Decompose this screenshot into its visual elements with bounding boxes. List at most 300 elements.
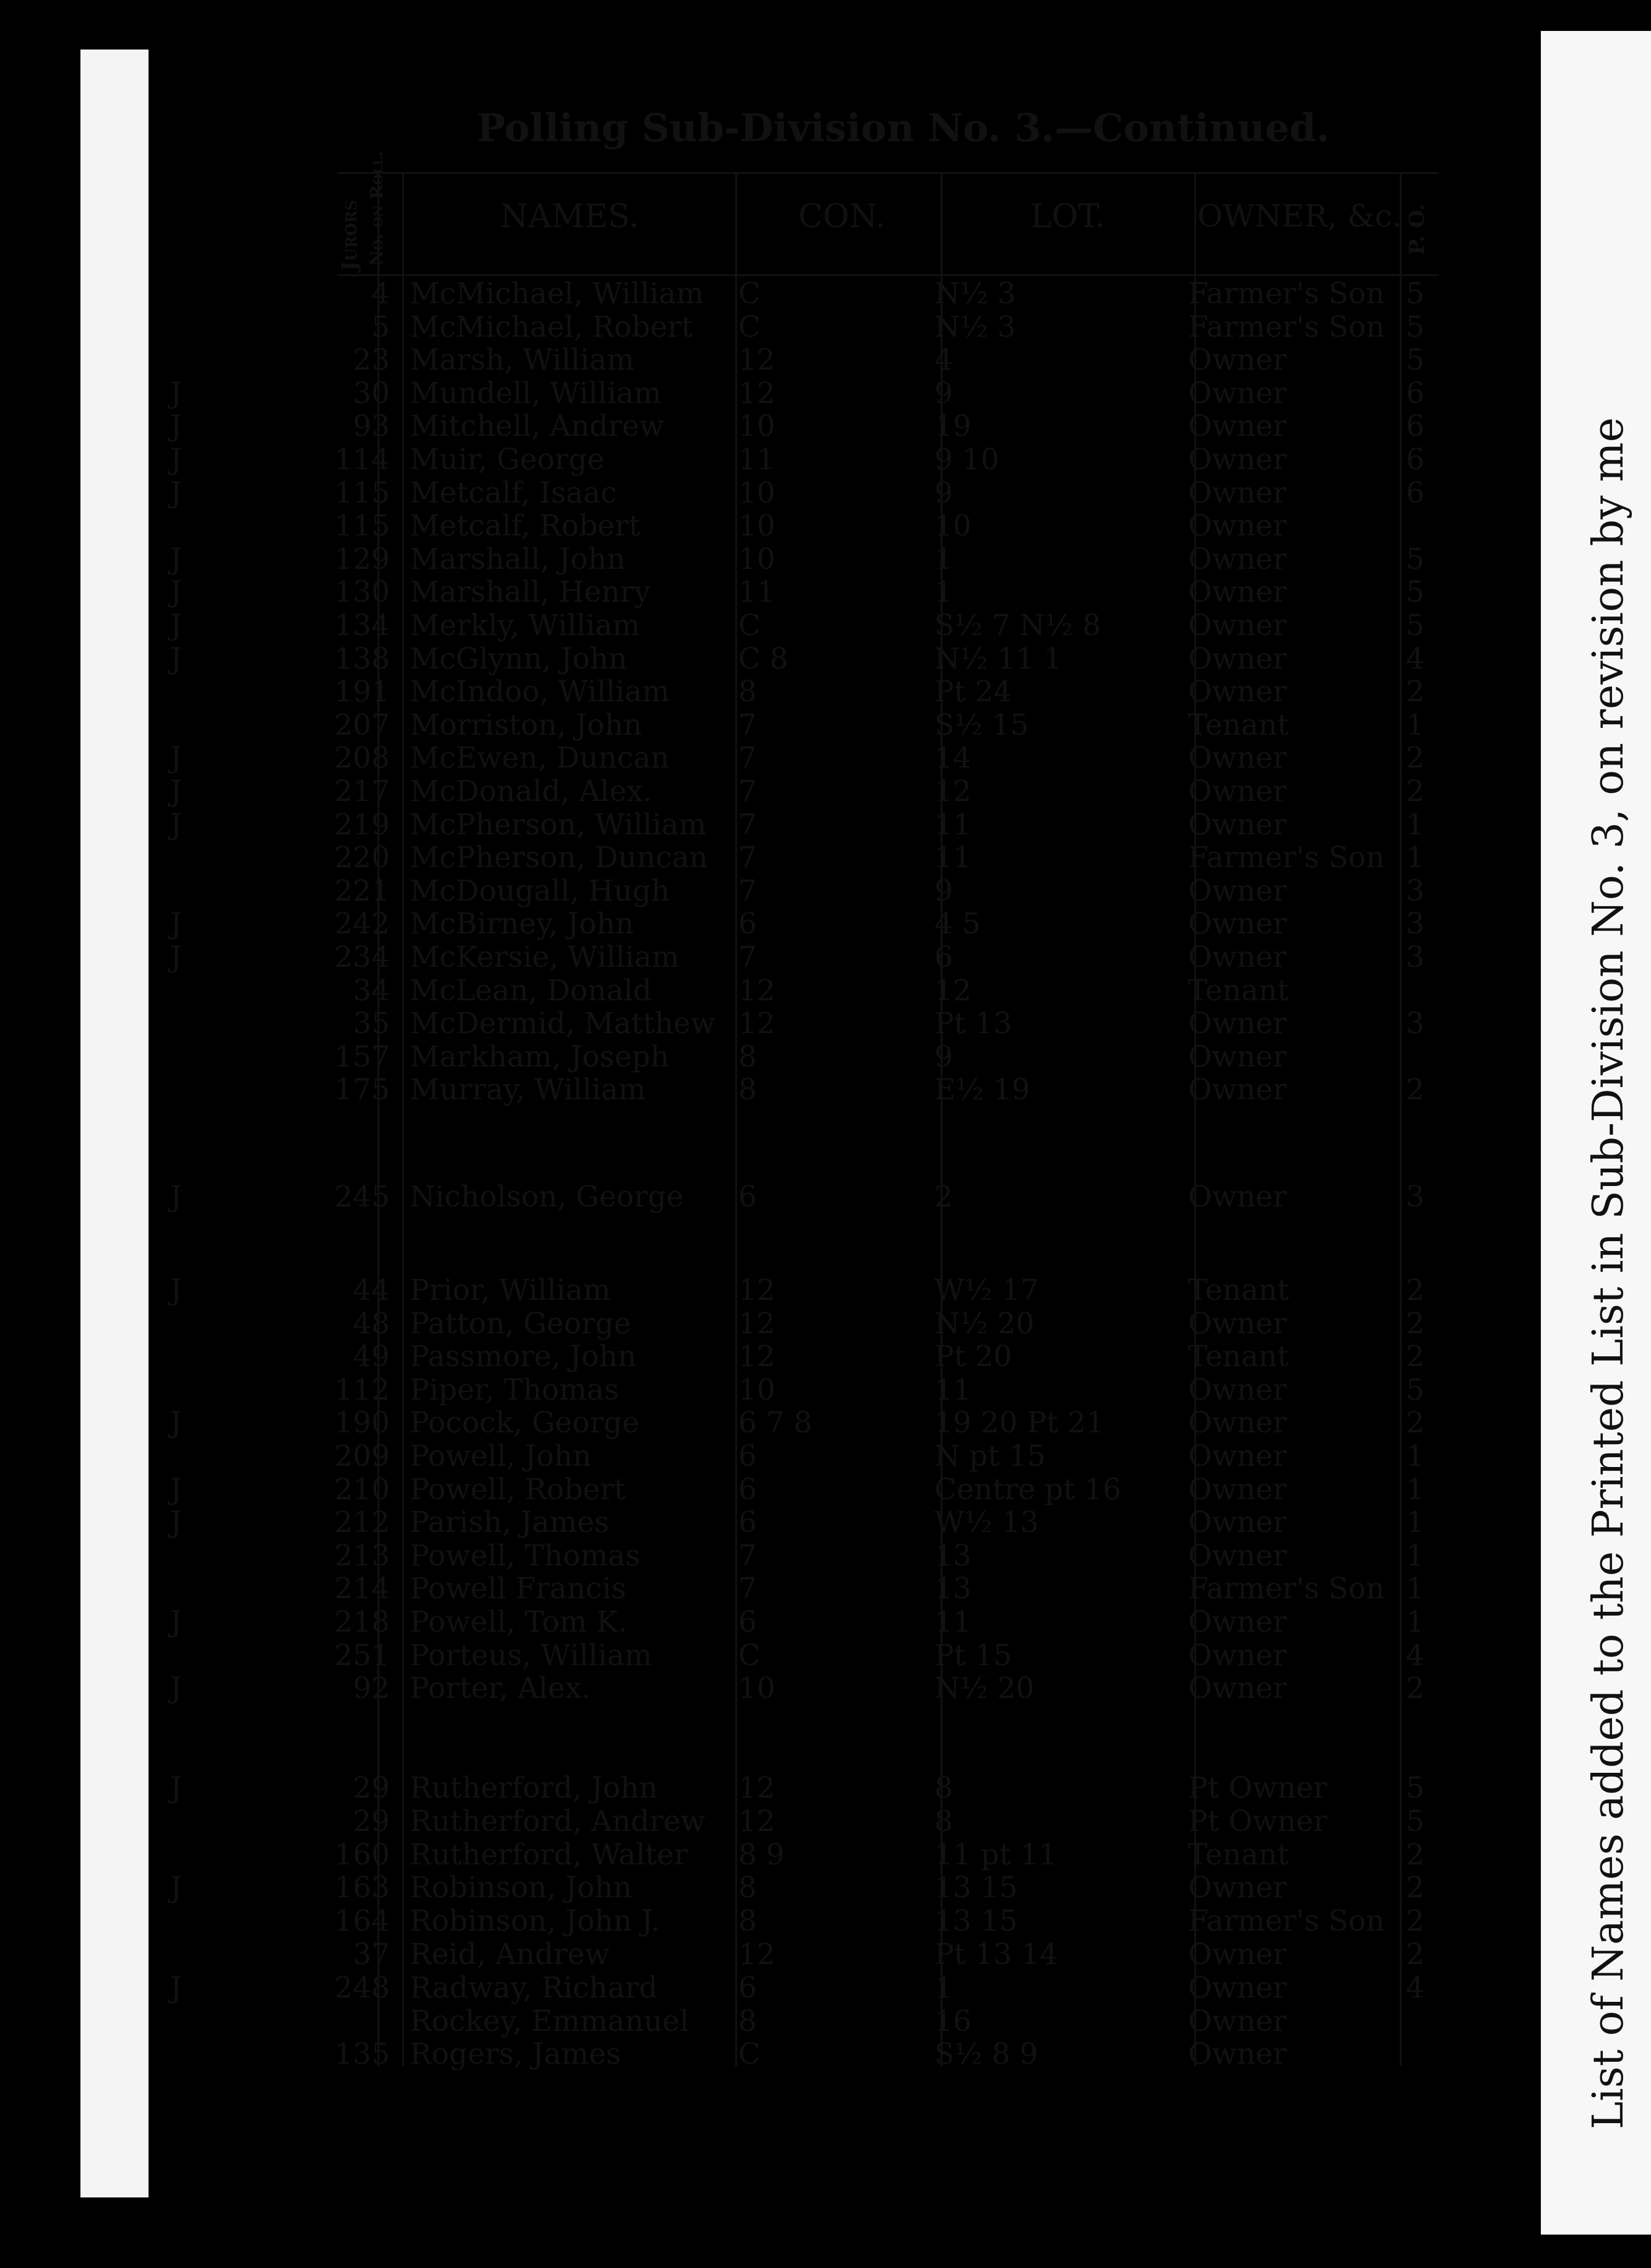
post-office: 4: [1406, 641, 1425, 676]
voter-name: Muir, George: [410, 443, 605, 477]
table-row: [0, 708, 1425, 742]
voter-name: Radway, Richard: [410, 1970, 658, 2005]
lot: N pt 15: [934, 1439, 1046, 1473]
table-row: [0, 873, 1425, 908]
table-row: [0, 1041, 1371, 1074]
concession: 12: [738, 1306, 775, 1341]
roll-number: 209: [334, 1439, 390, 1473]
roll-number: 163: [334, 1871, 390, 1905]
concession: 6: [738, 1605, 757, 1639]
post-office: 2: [1406, 774, 1425, 808]
roll-number: 138: [334, 641, 390, 676]
voter-name: McKersie, William: [410, 940, 679, 974]
post-office: 2: [1406, 1671, 1425, 1706]
post-office: 5: [1406, 343, 1425, 378]
owner-status: Owner: [1188, 1039, 1287, 1074]
juror-mark: J: [170, 1771, 182, 1805]
roll-number: 5: [371, 309, 390, 344]
table-row: [0, 1937, 1425, 1972]
lot: 8: [934, 1804, 953, 1838]
voter-name: Nicholson, George: [410, 1180, 684, 1214]
voter-name: Rutherford, Andrew: [410, 1804, 706, 1838]
voter-name: Reid, Andrew: [410, 1937, 610, 1972]
roll-number: 217: [334, 774, 390, 808]
roll-number: 93: [353, 409, 390, 444]
lot: 1: [934, 1970, 953, 2005]
owner-status: Owner: [1188, 907, 1287, 941]
concession: 7: [738, 1538, 757, 1573]
lot: Pt 13: [934, 1006, 1012, 1041]
lot: N½ 20: [934, 1671, 1035, 1706]
header-names: NAMES.: [500, 198, 639, 235]
table-row: [0, 1904, 1425, 1939]
voter-name: Murray, William: [410, 1073, 646, 1107]
owner-status: Owner: [1188, 1406, 1287, 1440]
table-row: [0, 343, 1425, 378]
voter-name: Marsh, William: [410, 343, 635, 378]
owner-status: Tenant: [1188, 1837, 1289, 1872]
concession: 6: [738, 1970, 757, 2005]
concession: 12: [738, 1340, 775, 1374]
concession: 10: [738, 542, 775, 576]
roll-number: 207: [334, 708, 390, 742]
roll-number: 112: [334, 1372, 390, 1407]
lot: 13: [934, 1572, 972, 1606]
table-row: [0, 509, 1371, 543]
post-office: 1: [1406, 708, 1425, 742]
lot: 9 10: [934, 443, 999, 477]
voter-name: Prior, William: [410, 1273, 611, 1307]
concession: 8: [738, 675, 757, 709]
post-office: 2: [1406, 675, 1425, 709]
roll-number: 210: [334, 1472, 390, 1507]
table-row: [0, 1871, 1425, 1905]
lot: 12: [934, 973, 972, 1008]
voter-name: Powell Francis: [410, 1572, 626, 1606]
roll-number: 30: [353, 376, 390, 410]
concession: 7: [738, 841, 757, 875]
concession: 6: [738, 1505, 757, 1540]
roll-number: 35: [353, 1006, 390, 1041]
juror-mark: J: [170, 1970, 182, 2005]
post-office: 2: [1406, 1904, 1425, 1939]
post-office: 1: [1406, 841, 1425, 875]
roll-number: 213: [334, 1538, 390, 1573]
concession: 7: [738, 873, 757, 908]
voter-name: Powell, Thomas: [410, 1538, 640, 1573]
table-row: [0, 1804, 1425, 1838]
post-office: 5: [1406, 542, 1425, 576]
lot: E½ 19: [934, 1073, 1030, 1107]
lot: 9: [934, 376, 953, 410]
roll-number: 164: [334, 1904, 390, 1939]
roll-number: 248: [334, 1970, 390, 2005]
post-office: 5: [1406, 1771, 1425, 1805]
juror-mark: J: [170, 1180, 182, 1214]
concession: C: [738, 309, 761, 344]
lot: S½ 8 9: [934, 2037, 1038, 2072]
post-office: 2: [1406, 741, 1425, 776]
roll-number: 44: [353, 1273, 390, 1307]
concession: 8: [738, 1871, 757, 1905]
table-row: [0, 1406, 1425, 1440]
table-row: [0, 608, 1425, 643]
roll-number: 157: [334, 1039, 390, 1074]
table-row: [0, 940, 1425, 974]
roll-number: 219: [334, 807, 390, 842]
post-office: 2: [1406, 1073, 1425, 1107]
juror-mark: J: [170, 443, 182, 477]
concession: C: [738, 608, 761, 643]
header-bottom-line: [337, 274, 1439, 276]
voter-name: Robinson, John J.: [410, 1904, 660, 1939]
juror-mark: J: [170, 1505, 182, 1540]
owner-status: Owner: [1188, 1671, 1287, 1706]
voter-name: McDermid, Matthew: [410, 1006, 716, 1041]
roll-number: 220: [334, 841, 390, 875]
owner-status: Farmer's Son: [1188, 1904, 1385, 1939]
roll-number: 221: [334, 873, 390, 908]
header-top-line: [337, 172, 1439, 174]
post-office: 3: [1406, 907, 1425, 941]
lot: W½ 17: [934, 1273, 1039, 1307]
lot: 2: [934, 1180, 953, 1214]
voter-name: Markham, Joseph: [410, 1039, 670, 1074]
juror-mark: J: [170, 575, 182, 610]
owner-status: Owner: [1188, 1372, 1287, 1407]
owner-status: Owner: [1188, 443, 1287, 477]
owner-status: Owner: [1188, 774, 1287, 808]
lot: 4 5: [934, 907, 981, 941]
roll-number: 135: [334, 2037, 390, 2072]
lot: 16: [934, 2004, 972, 2038]
post-office: 3: [1406, 940, 1425, 974]
owner-status: Owner: [1188, 675, 1287, 709]
lot: 11: [934, 1605, 972, 1639]
owner-status: Owner: [1188, 1638, 1287, 1673]
owner-status: Tenant: [1188, 1273, 1289, 1307]
concession: 12: [738, 973, 775, 1008]
lot: 11 pt 11: [934, 1837, 1058, 1872]
concession: 6 7 8: [738, 1406, 813, 1440]
post-office: 5: [1406, 1372, 1425, 1407]
concession: 8: [738, 1904, 757, 1939]
juror-mark: J: [170, 907, 182, 941]
voter-name: Powell, John: [410, 1439, 592, 1473]
owner-status: Owner: [1188, 873, 1287, 908]
concession: 8: [738, 1039, 757, 1074]
lot: 13 15: [934, 1904, 1018, 1939]
lot: 8: [934, 1771, 953, 1805]
header-jurors: Jurors: [337, 199, 362, 271]
lot: 11: [934, 807, 972, 842]
voter-name: McPherson, William: [410, 807, 707, 842]
voter-name: Patton, George: [410, 1306, 631, 1341]
concession: 11: [738, 575, 775, 610]
concession: 7: [738, 940, 757, 974]
roll-number: 37: [353, 1937, 390, 1972]
post-office: 2: [1406, 1871, 1425, 1905]
roll-number: 115: [334, 475, 390, 510]
divider-owner: [1400, 172, 1402, 2066]
voter-name: Mundell, William: [410, 376, 662, 410]
lot: 14: [934, 741, 972, 776]
voter-name: McLean, Donald: [410, 973, 652, 1008]
table-row: [0, 1505, 1425, 1540]
voter-name: McDonald, Alex.: [410, 774, 652, 808]
roll-number: 34: [353, 973, 390, 1008]
concession: 11: [738, 443, 775, 477]
juror-mark: J: [170, 940, 182, 974]
roll-number: 175: [334, 1073, 390, 1107]
lot: 1: [934, 542, 953, 576]
lot: 1: [934, 575, 953, 610]
concession: 12: [738, 1804, 775, 1838]
table-row: [0, 409, 1425, 444]
side-note: List of Names added to the Printed List in Sub-Division No. 3, on revision by me: [1584, 417, 1633, 2129]
owner-status: Owner: [1188, 1871, 1287, 1905]
post-office: 1: [1406, 1439, 1425, 1473]
concession: 12: [738, 376, 775, 410]
page-title: Polling Sub-Division No. 3.—Continued.: [476, 105, 1330, 150]
roll-number: 114: [334, 443, 390, 477]
juror-mark: J: [170, 475, 182, 510]
post-office: 2: [1406, 1406, 1425, 1440]
table-row: [0, 475, 1425, 510]
roll-number: 130: [334, 575, 390, 610]
post-office: 5: [1406, 277, 1425, 311]
concession: 12: [738, 343, 775, 378]
owner-status: Owner: [1188, 542, 1287, 576]
lot: 19: [934, 409, 972, 444]
owner-status: Pt Owner: [1188, 1804, 1327, 1838]
voter-name: Powell, Tom K.: [410, 1605, 627, 1639]
owner-status: Owner: [1188, 575, 1287, 610]
owner-status: Owner: [1188, 343, 1287, 378]
concession: 12: [738, 1771, 775, 1805]
lot: 19 20 Pt 21: [934, 1406, 1105, 1440]
owner-status: Owner: [1188, 1937, 1287, 1972]
lot: Pt 15: [934, 1638, 1012, 1673]
table-row: [0, 675, 1425, 709]
owner-status: Owner: [1188, 741, 1287, 776]
lot: W½ 13: [934, 1505, 1039, 1540]
roll-number: 29: [353, 1771, 390, 1805]
roll-number: 48: [353, 1306, 390, 1341]
roll-number: 29: [353, 1804, 390, 1838]
post-office: 4: [1406, 1970, 1425, 2005]
juror-mark: J: [170, 641, 182, 676]
table-row: [0, 1638, 1425, 1673]
table-row: [0, 1372, 1425, 1407]
juror-mark: J: [170, 807, 182, 842]
post-office: 1: [1406, 1605, 1425, 1639]
roll-number: 214: [334, 1572, 390, 1606]
post-office: 2: [1406, 1340, 1425, 1374]
table-row: [0, 1180, 1425, 1214]
post-office: 6: [1406, 409, 1425, 444]
post-office: 3: [1406, 873, 1425, 908]
post-office: 6: [1406, 443, 1425, 477]
owner-status: Tenant: [1188, 973, 1289, 1008]
table-row: [0, 1605, 1425, 1639]
owner-status: Owner: [1188, 807, 1287, 842]
juror-mark: J: [170, 1605, 182, 1639]
owner-status: Pt Owner: [1188, 1771, 1327, 1805]
roll-number: 212: [334, 1505, 390, 1540]
concession: C: [738, 277, 761, 311]
post-office: 1: [1406, 1572, 1425, 1606]
header-con: CON.: [798, 198, 886, 235]
lot: N½ 3: [934, 309, 1016, 344]
roll-number: 190: [334, 1406, 390, 1440]
concession: 7: [738, 741, 757, 776]
voter-name: McEwen, Duncan: [410, 741, 670, 776]
roll-number: 4: [371, 277, 390, 311]
table-row: [0, 1472, 1425, 1507]
lot: Pt 20: [934, 1340, 1012, 1374]
roll-number: 191: [334, 675, 390, 709]
owner-status: Owner: [1188, 608, 1287, 643]
voter-name: Robinson, John: [410, 1871, 632, 1905]
post-office: 3: [1406, 1006, 1425, 1041]
juror-mark: J: [170, 409, 182, 444]
owner-status: Owner: [1188, 1180, 1287, 1214]
concession: 10: [738, 1372, 775, 1407]
owner-status: Owner: [1188, 1605, 1287, 1639]
table-row: [0, 1006, 1425, 1041]
post-office: 4: [1406, 1638, 1425, 1673]
table-row: [0, 1439, 1425, 1473]
concession: 7: [738, 807, 757, 842]
juror-mark: J: [170, 1273, 182, 1307]
owner-status: Farmer's Son: [1188, 841, 1385, 875]
table-row: [0, 2038, 1371, 2071]
roll-number: 160: [334, 1837, 390, 1872]
voter-name: Powell, Robert: [410, 1472, 626, 1507]
post-office: 2: [1406, 1837, 1425, 1872]
juror-mark: J: [170, 542, 182, 576]
juror-mark: J: [170, 1472, 182, 1507]
post-office: 2: [1406, 1273, 1425, 1307]
owner-status: Owner: [1188, 1505, 1287, 1540]
roll-number: 251: [334, 1638, 390, 1673]
post-office: 1: [1406, 1538, 1425, 1573]
voter-name: Metcalf, Isaac: [410, 475, 617, 510]
voter-name: Porteus, William: [410, 1638, 652, 1673]
concession: C: [738, 2037, 761, 2072]
table-row: [0, 376, 1425, 410]
table-row: [0, 1837, 1425, 1872]
juror-mark: J: [170, 774, 182, 808]
table-row: [0, 1572, 1425, 1606]
concession: 7: [738, 774, 757, 808]
concession: 6: [738, 1439, 757, 1473]
voter-name: Rutherford, Walter: [410, 1837, 688, 1872]
owner-status: Owner: [1188, 1970, 1287, 2005]
post-office: 1: [1406, 807, 1425, 842]
owner-status: Farmer's Son: [1188, 277, 1385, 311]
voter-name: Marshall, Henry: [410, 575, 651, 610]
roll-number: 23: [353, 343, 390, 378]
lot: 9: [934, 873, 953, 908]
voter-name: Piper, Thomas: [410, 1372, 619, 1407]
owner-status: Owner: [1188, 2004, 1287, 2038]
concession: 6: [738, 907, 757, 941]
header-po: P. O.: [1405, 203, 1429, 255]
roll-number: 92: [353, 1671, 390, 1706]
table-row: [0, 841, 1425, 875]
voter-name: McDougall, Hugh: [410, 873, 670, 908]
roll-number: 218: [334, 1605, 390, 1639]
table-row: [0, 542, 1425, 576]
post-office: 1: [1406, 1505, 1425, 1540]
roll-number: 134: [334, 608, 390, 643]
lot: S½ 15: [934, 708, 1029, 742]
post-office: 1: [1406, 1472, 1425, 1507]
lot: Pt 24: [934, 675, 1012, 709]
concession: 12: [738, 1937, 775, 1972]
post-office: 2: [1406, 1306, 1425, 1341]
post-office: 3: [1406, 1180, 1425, 1214]
lot: 11: [934, 841, 972, 875]
owner-status: Owner: [1188, 2037, 1287, 2072]
owner-status: Tenant: [1188, 708, 1289, 742]
table-row: [0, 1306, 1425, 1341]
juror-mark: J: [170, 741, 182, 776]
post-office: 6: [1406, 475, 1425, 510]
voter-name: Merkly, William: [410, 608, 640, 643]
owner-status: Owner: [1188, 1439, 1287, 1473]
voter-name: Mitchell, Andrew: [410, 409, 665, 444]
voter-name: Porter, Alex.: [410, 1671, 591, 1706]
roll-number: 129: [334, 542, 390, 576]
owner-status: Owner: [1188, 475, 1287, 510]
owner-status: Owner: [1188, 1306, 1287, 1341]
lot: 6: [934, 940, 953, 974]
voter-name: Pocock, George: [410, 1406, 640, 1440]
concession: C 8: [738, 641, 788, 676]
voter-name: McMichael, William: [410, 277, 704, 311]
voter-name: McPherson, Duncan: [410, 841, 709, 875]
juror-mark: J: [170, 608, 182, 643]
lot: 9: [934, 1039, 953, 1074]
table-row: [0, 2005, 1371, 2038]
post-office: 6: [1406, 376, 1425, 410]
owner-status: Owner: [1188, 940, 1287, 974]
table-row: [0, 443, 1425, 477]
lot: 11: [934, 1372, 972, 1407]
roll-number: 115: [334, 509, 390, 543]
voter-name: Metcalf, Robert: [410, 509, 640, 543]
concession: 8: [738, 1073, 757, 1107]
post-office: 5: [1406, 309, 1425, 344]
lot: 12: [934, 774, 972, 808]
table-row: [0, 641, 1425, 676]
owner-status: Owner: [1188, 1006, 1287, 1041]
lot: N½ 20: [934, 1306, 1035, 1341]
table-row: [0, 974, 1371, 1008]
post-office: 5: [1406, 608, 1425, 643]
table-row: [0, 277, 1425, 311]
table-row: [0, 1273, 1425, 1307]
voter-name: Morriston, John: [410, 708, 642, 742]
lot: 10: [934, 509, 972, 543]
table-row: [0, 741, 1425, 776]
table-row: [0, 1970, 1425, 2005]
header-lot: LOT.: [1030, 198, 1105, 235]
voter-name: Rogers, James: [410, 2037, 621, 2072]
